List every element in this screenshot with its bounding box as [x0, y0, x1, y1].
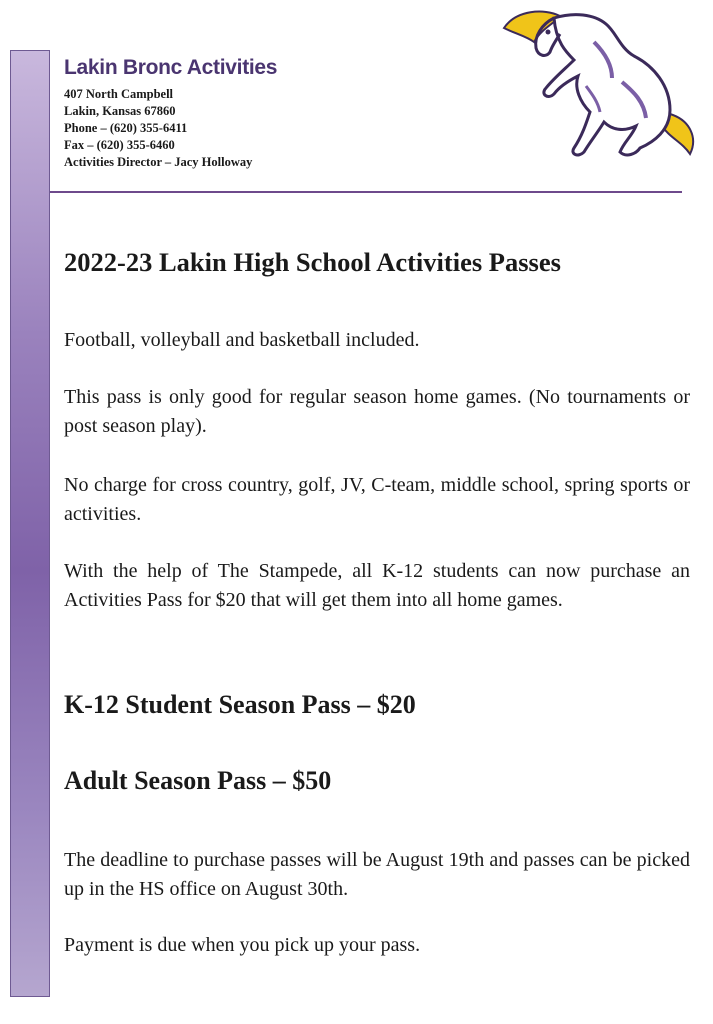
paragraph-payment: Payment is due when you pick up your pass.: [64, 934, 421, 956]
student-pass-price: K-12 Student Season Pass – $20: [64, 690, 416, 719]
city-line: Lakin, Kansas 67860: [64, 104, 176, 118]
bronco-mascot-icon: [494, 2, 704, 162]
fax-line: Fax – (620) 355-6460: [64, 138, 175, 152]
paragraph-included-sports: Football, volleyball and basketball included.: [64, 329, 420, 351]
paragraph-no-charge: No charge for cross country, golf, JV, C-team, middle school, spring sports or activities.: [64, 474, 690, 525]
adult-pass-price: Adult Season Pass – $50: [64, 766, 332, 795]
org-name: Lakin Bronc Activities: [64, 56, 278, 79]
director-line: Activities Director – Jacy Holloway: [64, 155, 253, 169]
paragraph-stampede: With the help of The Stampede, all K-12 students can now purchase an Activities Pass for $20 that will get them into all home games.: [64, 560, 690, 611]
paragraph-deadline: The deadline to purchase passes will be August 19th and passes can be picked up in the HS office on August 30th.: [64, 849, 690, 900]
paragraph-regular-season: This pass is only good for regular season home games. (No tournaments or post season play).: [64, 386, 690, 437]
letterhead: [64, 56, 277, 171]
address-line: 407 North Campbell: [64, 87, 174, 101]
header-divider: [50, 191, 682, 193]
phone-line: Phone – (620) 355-6411: [64, 121, 188, 135]
sidebar-bar: [10, 50, 50, 997]
page-title: 2022-23 Lakin High School Activities Passes: [64, 247, 561, 277]
